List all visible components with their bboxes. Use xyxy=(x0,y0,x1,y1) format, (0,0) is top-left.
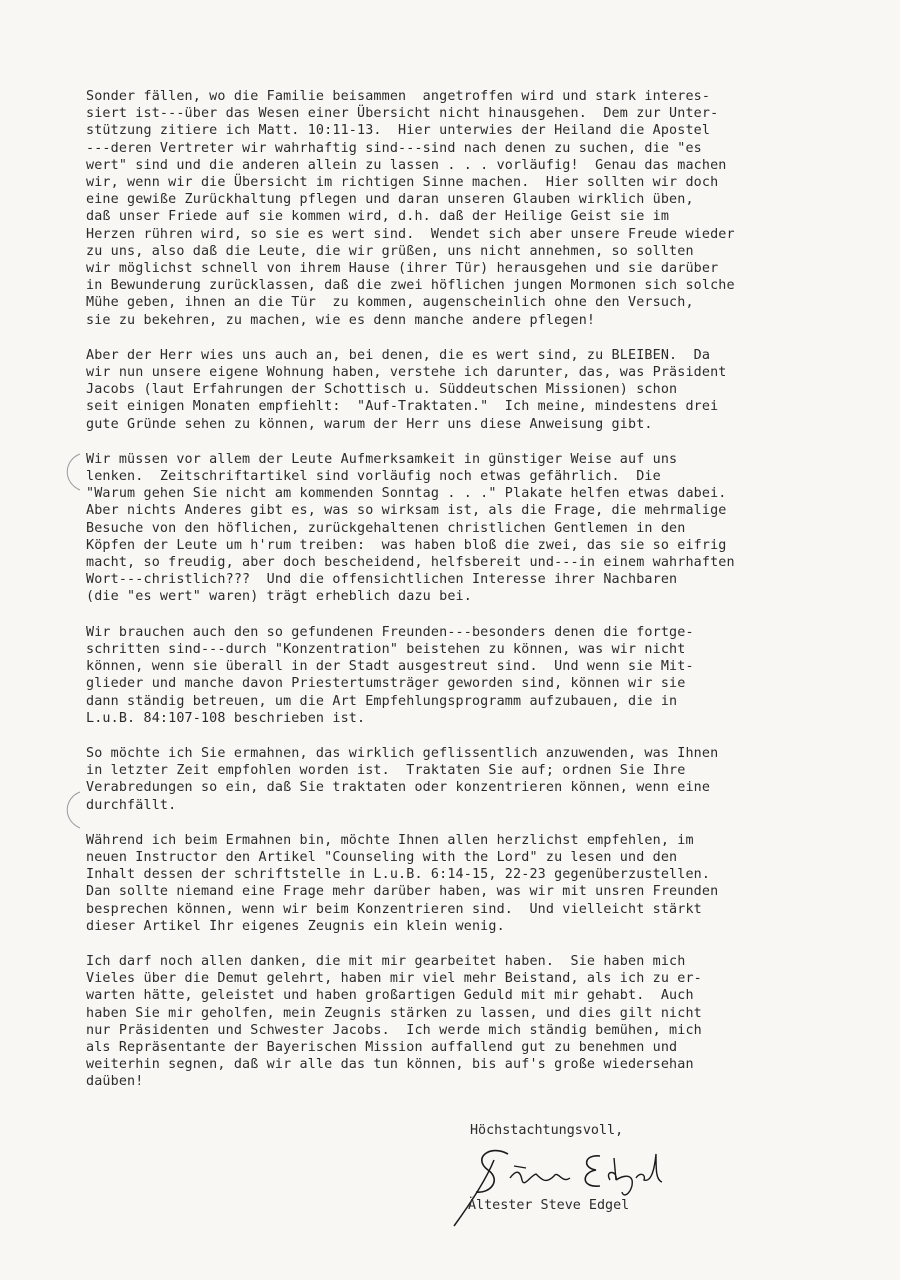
text-line: daß unser Friede auf sie kommen wird, d.h. daß der Heilige Geist sie im xyxy=(86,209,670,225)
text-line: "Warum gehen Sie nicht am kommenden Sonntag . . ." Plakate helfen etwas dabei. xyxy=(86,486,727,502)
hole-punch-mark-top xyxy=(58,452,82,492)
text-line: Ich darf noch allen danken, die mit mir gearbeitet haben. Sie haben mich xyxy=(86,953,686,969)
paragraph xyxy=(86,347,856,433)
text-line: So möchte ich Sie ermahnen, das wirklich geflissentlich anzuwenden, was Ihnen xyxy=(86,745,719,761)
hole-punch-mark-bottom xyxy=(58,790,82,830)
paragraph xyxy=(86,88,856,329)
text-line: Inhalt dessen der schriftstelle in L.u.B. 6:14-15, 22-23 gegenüberzustellen. xyxy=(86,867,711,883)
text-line: Mühe geben, ihnen an die Tür zu kommen, augenscheinlich ohne den Versuch, xyxy=(86,295,694,311)
text-line: ---deren Vertreter wir wahrhaftig sind---sind nach denen zu suchen, die "es xyxy=(86,140,702,156)
text-line: wert" sind und die anderen allein zu lassen . . . vorläufig! Genau das machen xyxy=(86,157,727,173)
text-line: können, wenn sie überall in der Stadt ausgestreut sind. Und wenn sie Mit- xyxy=(86,659,694,675)
text-line: Köpfen der Leute um h'rum treiben: was haben bloß die zwei, das sie so eifrig xyxy=(86,537,727,553)
paragraph xyxy=(86,953,856,1091)
text-line: L.u.B. 84:107-108 beschrieben ist. xyxy=(86,710,366,726)
text-line: Während ich beim Ermahnen bin, möchte Ihnen allen herzlichst empfehlen, im xyxy=(86,832,694,848)
text-line: macht, so freudig, aber doch bescheidend, helfsbereit und---in einem wahrhaften xyxy=(86,555,735,571)
text-line: Wir brauchen auch den so gefundenen Freunden---besonders denen die fortge- xyxy=(86,624,694,640)
text-line: gute Gründe sehen zu können, warum der Herr uns diese Anweisung gibt. xyxy=(86,416,653,432)
text-line: wir nun unsere eigene Wohnung haben, verstehe ich darunter, das, was Präsident xyxy=(86,365,727,381)
text-line: neuen Instructor den Artikel "Counseling with the Lord" zu lesen und den xyxy=(86,849,678,865)
text-line: siert ist---über das Wesen einer Übersicht nicht hinausgehen. Dem zur Unter- xyxy=(86,106,719,122)
text-line: Vieles über die Demut gelehrt, haben mir viel mehr Beistand, als ich zu er- xyxy=(86,971,702,987)
signature-block xyxy=(450,1140,710,1230)
text-line: haben Sie mir geholfen, mein Zeugnis stärken zu lassen, und dies gilt nicht xyxy=(86,1005,702,1021)
text-line: (die "es wert" waren) trägt erheblich dazu bei. xyxy=(86,589,472,605)
paragraph xyxy=(86,624,856,727)
text-line: wir, wenn wir die Übersicht im richtigen Sinne machen. Hier sollten wir doch xyxy=(86,175,719,191)
text-line: in Bewunderung zurücklassen, daß die zwei höflichen jungen Mormonen sich solche xyxy=(86,278,735,294)
text-line: durchfällt. xyxy=(86,797,177,813)
handwritten-signature xyxy=(450,1140,710,1230)
text-line: schritten sind---durch "Konzentration" beistehen zu können, was wir nicht xyxy=(86,641,686,657)
paragraph xyxy=(86,832,856,935)
text-line: lenken. Zeitschriftartikel sind vorläufig noch etwas gefährlich. Die xyxy=(86,469,661,485)
text-line: Verabredungen so ein, daß Sie traktaten oder konzentrieren können, wenn eine xyxy=(86,780,711,796)
text-line: glieder und manche davon Priestertumsträger geworden sind, können wir sie xyxy=(86,676,686,692)
text-line: daüben! xyxy=(86,1074,144,1090)
text-line: warten hätte, geleistet und haben großartigen Geduld mit mir gehabt. Auch xyxy=(86,988,694,1004)
paragraph xyxy=(86,745,856,814)
text-line: weiterhin segnen, daß wir alle das tun können, bis auf's große wiedersehan xyxy=(86,1057,694,1073)
text-line: Besuche von den höflichen, zurückgehaltenen christlichen Gentlemen in den xyxy=(86,520,686,536)
text-line: zu uns, also daß die Leute, die wir grüßen, uns nicht annehmen, so sollten xyxy=(86,243,694,259)
text-line: Aber nichts Anderes gibt es, was so wirksam ist, als die Frage, die mehrmalige xyxy=(86,503,727,519)
text-line: wir möglichst schnell von ihrem Hause (ihrer Tür) herausgehen und sie darüber xyxy=(86,261,719,277)
paragraph xyxy=(86,451,856,606)
text-line: Aber der Herr wies uns auch an, bei denen, die es wert sind, zu BLEIBEN. Da xyxy=(86,347,711,363)
text-line: dann ständig betreuen, um die Art Empfehlungsprogramm aufzubauen, die in xyxy=(86,693,678,709)
typed-name: Ältester Steve Edgel xyxy=(468,1198,630,1213)
text-line: Wort---christlich??? Und die offensichtlichen Interesse ihrer Nachbaren xyxy=(86,572,678,588)
closing-salutation: Höchstachtungsvoll, xyxy=(470,1123,624,1138)
text-line: Wir müssen vor allem der Leute Aufmerksamkeit in günstiger Weise auf uns xyxy=(86,451,678,467)
text-line: Jacobs (laut Erfahrungen der Schottisch u. Süddeutschen Missionen) schon xyxy=(86,382,678,398)
text-line: Sonder fällen, wo die Familie beisammen angetroffen wird und stark interes- xyxy=(86,89,711,104)
text-line: nur Präsidenten und Schwester Jacobs. Ich werde mich ständig bemühen, mich xyxy=(86,1022,702,1038)
text-line: seit einigen Monaten empfiehlt: "Auf-Traktaten." Ich meine, mindestens drei xyxy=(86,399,719,415)
text-line: in letzter Zeit empfohlen worden ist. Traktaten Sie auf; ordnen Sie Ihre xyxy=(86,763,686,779)
text-line: eine gewiße Zurückhaltung pflegen und daran unseren Glauben wirklich üben, xyxy=(86,192,694,208)
text-line: sie zu bekehren, zu machen, wie es denn manche andere pflegen! xyxy=(86,312,596,328)
text-line: Herzen rühren wird, so sie es wert sind. Wendet sich aber unsere Freude wieder xyxy=(86,226,735,242)
text-line: besprechen können, wenn wir beim Konzentrieren sind. Und vielleicht stärkt xyxy=(86,901,702,917)
text-line: stützung zitiere ich Matt. 10:11-13. Hier unterwies der Heiland die Apostel xyxy=(86,123,711,139)
text-line: Dan sollte niemand eine Frage mehr darüber haben, was wir mit unsren Freunden xyxy=(86,884,719,900)
letter-body xyxy=(86,88,856,1109)
text-line: dieser Artikel Ihr eigenes Zeugnis ein klein wenig. xyxy=(86,918,505,934)
text-line: als Repräsentante der Bayerischen Mission auffallend gut zu benehmen und xyxy=(86,1039,678,1055)
